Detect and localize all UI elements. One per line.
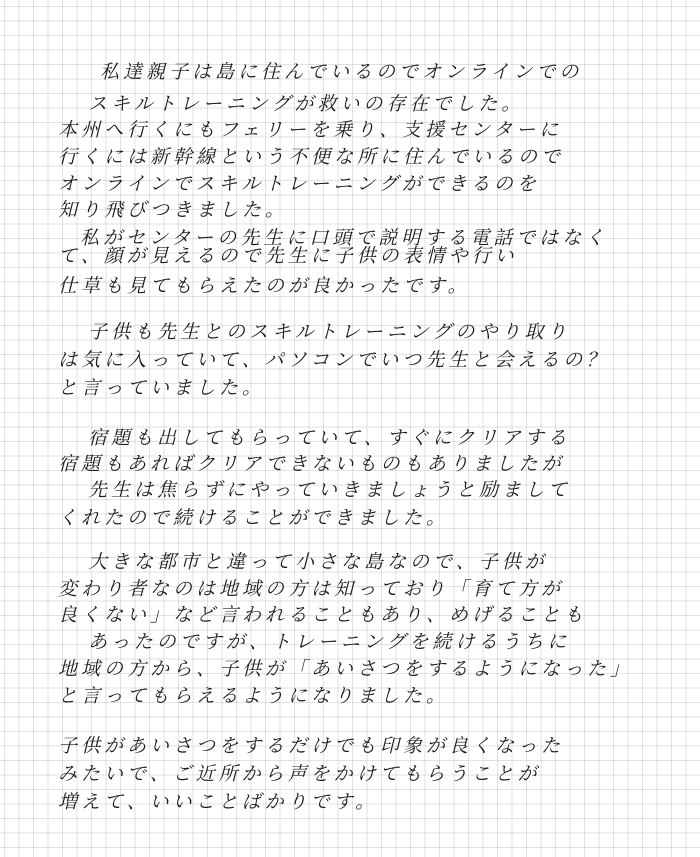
text-line: 仕草も見てもらえたのが良かったです。 [58,275,471,297]
text-line: 変わり者なのは地域の方は知っており「育て方が [58,578,565,600]
text-line: オンラインでスキルトレーニングができるのを [58,173,540,195]
text-line: 先生は焦らずにやっていきましょうと励まして [88,479,572,501]
text-line: 地域の方から、子供が「あいさつをするようになった」 [58,658,634,680]
text-line: て、顔が見えるので先生に子供の表情や行い [58,245,518,267]
text-line: 子供があいさつをするだけでも印象が良くなった [58,735,565,757]
text-line: 知り飛びつきました。 [58,199,289,221]
text-line: 本州へ行くにもフェリーを乗り、支援センターに [58,119,563,141]
text-line: 私達親子は島に住んでいるのでオンラインでの [100,61,583,83]
text-line: と言っていました。 [58,377,266,399]
text-line: あったのですが、トレーニングを続けるうちに [88,631,571,653]
text-line: 増えて、いいことばかりです。 [58,791,379,813]
text-line: は気に入っていて、パソコンでいつ先生と会えるの？ [58,349,610,371]
text-line: と言ってもらえるようになりました。 [58,685,450,707]
text-line: 子供も先生とのスキルトレーニングのやり取り [88,321,571,343]
text-line: 大きな都市と違って小さな島なので、子供が [88,551,548,573]
text-line: 宿題も出してもらっていて、すぐにクリアする [88,427,571,449]
text-line: スキルトレーニングが救いの存在でした。 [88,93,525,115]
text-line: 宿題もあればクリアできないものもありましたが [58,453,565,475]
text-line: 良くない」など言われることもあり、めげることも [58,604,588,626]
text-line: 私がセンターの先生に口頭で説明する電話ではなく [80,227,609,249]
text-line: みたいで、ご近所から声をかけてもらうことが [58,763,541,785]
text-line: 行くには新幹線という不便な所に住んでいるので [58,146,565,168]
text-line: くれたので続けることができました。 [58,507,450,529]
